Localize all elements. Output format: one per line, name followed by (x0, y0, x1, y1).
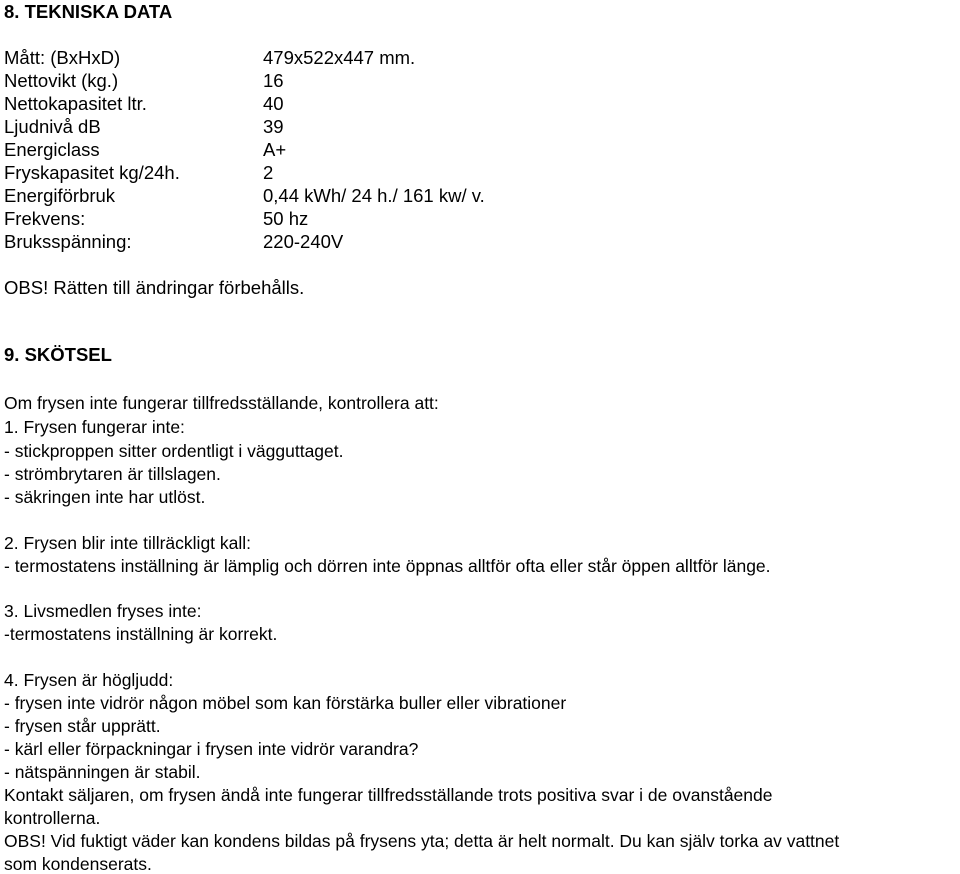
spec-label: Frekvens: (4, 208, 86, 229)
spec-label: Ljudnivå dB (4, 116, 101, 137)
spec-label: Energiförbruk (4, 185, 116, 206)
spec-value: 220-240V (263, 231, 344, 252)
care-item: -termostatens inställning är korrekt. (4, 624, 278, 644)
care-item: - stickproppen sitter ordentligt i vägguttaget. (4, 441, 344, 461)
spec-label: Bruksspänning: (4, 231, 132, 252)
closing-line: som kondenserats. (4, 854, 152, 874)
section-heading-care: 9. SKÖTSEL (4, 344, 112, 365)
care-item: - kärl eller förpackningar i frysen inte vidrör varandra? (4, 739, 419, 759)
care-item: - frysen inte vidrör någon möbel som kan förstärka buller eller vibrationer (4, 693, 567, 713)
care-section-title: 3. Livsmedlen fryses inte: (4, 601, 202, 621)
care-item: - strömbrytaren är tillslagen. (4, 464, 221, 484)
spec-value: 479x522x447 mm. (263, 47, 416, 68)
closing-line: kontrollerna. (4, 808, 101, 828)
spec-value: 39 (263, 116, 284, 137)
care-section-title: 1. Frysen fungerar inte: (4, 417, 185, 437)
spec-value: 0,44 kWh/ 24 h./ 161 kw/ v. (263, 185, 485, 206)
spec-value: 2 (263, 162, 274, 183)
care-item: - säkringen inte har utlöst. (4, 487, 206, 507)
spec-value: 40 (263, 93, 284, 114)
care-section-title: 2. Frysen blir inte tillräckligt kall: (4, 533, 252, 553)
spec-label: Energiclass (4, 139, 100, 160)
spec-value: 16 (263, 70, 284, 91)
spec-value: A+ (263, 139, 287, 160)
closing-line: OBS! Vid fuktigt väder kan kondens bildas på frysens yta; detta är helt normalt. Du kan själv torka av vattnet (4, 831, 840, 851)
spec-label: Mått: (BxHxD) (4, 47, 121, 68)
changes-notice: OBS! Rätten till ändringar förbehålls. (4, 277, 305, 298)
section-heading-technical: 8. TEKNISKA DATA (4, 1, 173, 22)
spec-label: Nettovikt (kg.) (4, 70, 119, 91)
care-item: - termostatens inställning är lämplig och dörren inte öppnas alltför ofta eller står öppen alltför länge. (4, 556, 771, 576)
spec-value: 50 hz (263, 208, 309, 229)
care-item: - frysen står upprätt. (4, 716, 161, 736)
spec-label: Fryskapasitet kg/24h. (4, 162, 180, 183)
spec-label: Nettokapasitet ltr. (4, 93, 147, 114)
closing-line: Kontakt säljaren, om frysen ändå inte fungerar tillfredsställande trots positiva svar i de ovanstående (4, 785, 773, 805)
care-intro: Om frysen inte fungerar tillfredsställande, kontrollera att: (4, 393, 439, 413)
care-section-title: 4. Frysen är högljudd: (4, 670, 174, 690)
care-item: - nätspänningen är stabil. (4, 762, 201, 782)
